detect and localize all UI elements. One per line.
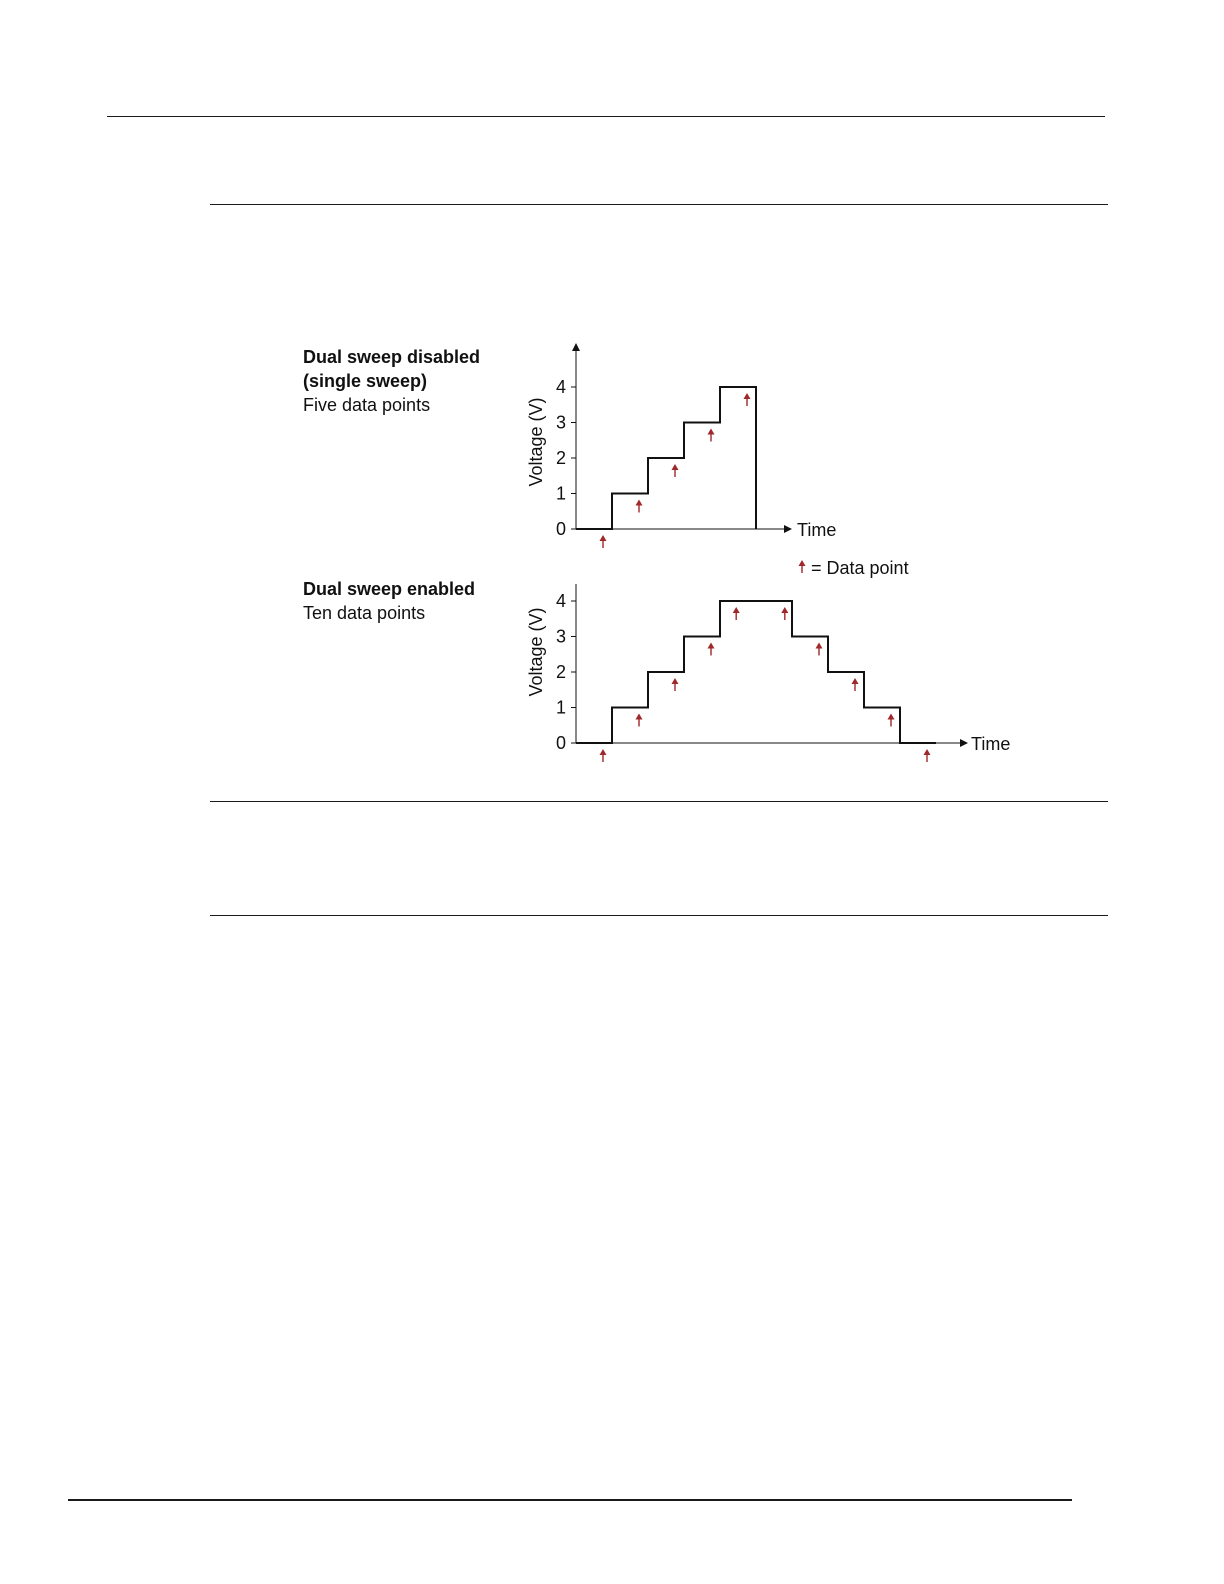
legend-label: = Data point (811, 558, 909, 578)
single-sweep-title: Dual sweep disabled (303, 347, 481, 367)
sweep-step-line (576, 387, 756, 529)
y-tick-label: 0 (555, 733, 566, 753)
y-tick-label: 2 (555, 662, 566, 682)
data-point-marker (781, 607, 788, 620)
y-tick-label: 4 (555, 377, 566, 397)
dual-sweep-subtitle: Ten data points (303, 603, 426, 623)
data-point-marker (816, 643, 823, 656)
data-point-marker (600, 749, 607, 762)
y-tick-label: 1 (555, 483, 566, 504)
data-point-marker (708, 643, 715, 656)
y-tick-label: 1 (555, 697, 566, 718)
data-point-marker (744, 393, 751, 406)
data-point-marker-head (672, 678, 679, 684)
data-point-marker (888, 714, 895, 727)
sweep-step-line (576, 601, 936, 743)
legend-marker (799, 560, 806, 573)
single-sweep-subtitle: Five data points (303, 395, 431, 415)
data-point-marker-head (852, 678, 859, 684)
data-point-marker-head (708, 643, 715, 649)
data-point-marker-head (672, 464, 679, 470)
data-point-marker-head (924, 749, 931, 755)
data-point-marker-head (636, 714, 643, 720)
y-tick-label: 3 (555, 626, 566, 647)
y-axis-label: Voltage (V) (526, 607, 546, 697)
legend-marker-head (799, 560, 806, 566)
x-axis-label: Time (797, 520, 837, 540)
legend (799, 558, 909, 578)
data-point-marker (672, 678, 679, 691)
y-tick-label: 3 (555, 412, 566, 433)
data-point-marker (636, 500, 643, 513)
data-point-marker-head (888, 714, 895, 720)
y-axis-label: Voltage (V) (526, 397, 546, 487)
dual-sweep-title: Dual sweep enabled (303, 579, 476, 599)
y-tick-label: 4 (555, 591, 566, 611)
data-point-marker-head (733, 607, 740, 613)
data-point-marker (733, 607, 740, 620)
data-point-marker (924, 749, 931, 762)
data-point-marker-head (781, 607, 788, 613)
dual-sweep-chart (526, 584, 1010, 762)
single-sweep-chart (526, 345, 836, 548)
x-axis-label: Time (971, 734, 1011, 754)
data-point-marker-head (600, 749, 607, 755)
data-point-marker (852, 678, 859, 691)
y-tick-label: 2 (555, 448, 566, 468)
data-point-marker-head (600, 535, 607, 541)
data-point-marker-head (636, 500, 643, 506)
single-sweep-title-sub: (single sweep) (303, 371, 428, 391)
data-point-marker-head (708, 429, 715, 435)
data-point-marker (600, 535, 607, 548)
data-point-marker-head (744, 393, 751, 399)
data-point-marker (672, 464, 679, 477)
data-point-marker-head (816, 643, 823, 649)
data-point-marker (636, 714, 643, 727)
data-point-marker (708, 429, 715, 442)
y-tick-label: 0 (555, 519, 566, 539)
